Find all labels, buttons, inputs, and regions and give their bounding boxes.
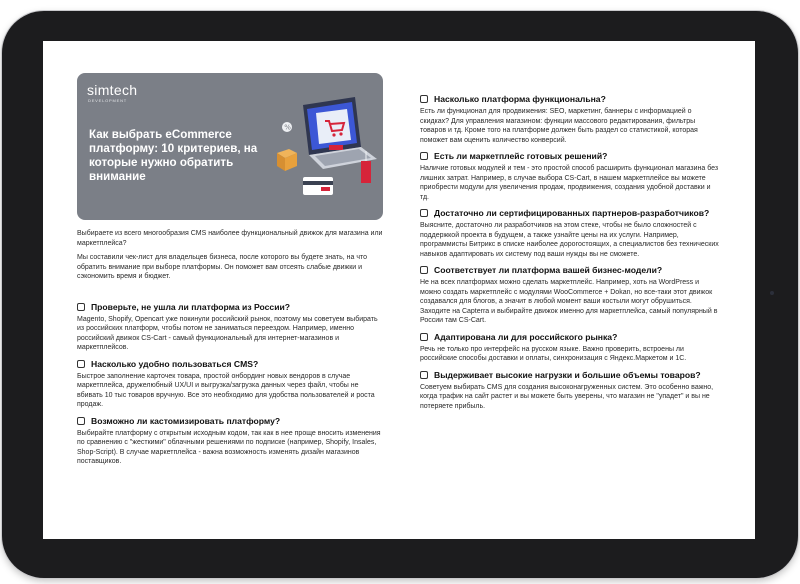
checkbox[interactable] bbox=[420, 371, 428, 379]
document-page bbox=[43, 41, 755, 539]
checklist-item-title: Насколько удобно пользоваться CMS? bbox=[91, 358, 259, 369]
checklist-item-title: Проверьте, не ушла ли платформа из России? bbox=[91, 301, 291, 312]
camera-dot bbox=[770, 291, 774, 295]
checkbox[interactable] bbox=[77, 417, 85, 425]
checklist-item bbox=[420, 265, 720, 326]
checklist-item-text: Наличие готовых модулей и тем - это простой способ расширить функционал магазина без лишних затрат. Например, в случае выбора CS-Cart, в нашем маркетплейсе вы можете приобрести модули для увеличения продаж, продвижения, создания удобной доставки и тд. bbox=[420, 165, 719, 201]
checklist-item-title: Есть ли маркетплейс готовых решений? bbox=[434, 151, 608, 161]
checklist-item-title: Выдерживает высокие нагрузки и большие объемы товаров? bbox=[434, 369, 701, 380]
checklist-item-text: Выбирайте платформу с открытым исходным кодом, так как в нее проще вносить изменения по сравнению с "жесткими" облачными решениями по подписке (например, Shopify, Insales, Shop-Script). В случае маркетплейса - важна возможность изменять дизайн магазинов поставщиков. bbox=[77, 429, 381, 465]
checklist-item bbox=[420, 370, 720, 412]
checklist-item bbox=[420, 208, 720, 259]
checklist-item-text: Речь не только про интерфейс на русском языке. Важно проверить, встроены ли российские способы доставки и оплаты, синхронизация с Яндекс.Маркетом и 1С. bbox=[420, 345, 687, 362]
checklist-item-title: Адаптирована ли для российского рынка? bbox=[434, 331, 618, 342]
intro-paragraph: Выбираете из всего многообразия CMS наиболее функциональный движок для магазина или маркетплейса? bbox=[77, 230, 383, 247]
checklist-item-title: Соответствует ли платформа вашей бизнес-модели? bbox=[434, 265, 663, 275]
hero-banner bbox=[77, 73, 383, 220]
right-column bbox=[420, 94, 720, 417]
checkbox[interactable] bbox=[420, 209, 428, 217]
checklist-item-text: Выясните, достаточно ли разработчиков на этом стеке, чтобы не было сложностей с поддержкой проекта в будущем, а также узнайте цены на их услуги. Например, программисты Битрикс в списке наиболее дорогостоящих, а специалистов без технических навыков адаптировать их систему под ваши нужды вы не сможете. bbox=[420, 222, 719, 258]
checklist-item-title: Насколько платформа функциональна? bbox=[434, 94, 606, 104]
intro-paragraph: Мы составили чек-лист для владельцев бизнеса, после которого вы будете знать, на что обратить внимание при выборе платформы. Он поможет вам отсеять слабые движки и сэкономить время и бюджет. bbox=[77, 254, 368, 280]
checklist-item-title: Возможно ли кастомизировать платформу? bbox=[91, 415, 281, 426]
banner-title: Как выбрать eCommerce платформу: 10 критериев, на которые нужно обратить внимание bbox=[89, 128, 258, 183]
checkbox[interactable] bbox=[77, 303, 85, 311]
checklist-item-text: Советуем выбирать CMS для создания высоконагруженных систем. Это особенно важно, когда трафик на сайт растет и вы можете быть уверены, что магазин не "упадет" и вы не потеряете прибыль. bbox=[420, 383, 714, 410]
checklist-item bbox=[420, 94, 720, 145]
checklist-item bbox=[420, 332, 720, 364]
checkbox[interactable] bbox=[420, 266, 428, 274]
left-column bbox=[77, 229, 383, 473]
checklist-item-text: Есть ли функционал для продвижения: SEO, маркетинг, баннеры с информацией о скидках? Для управления магазином: функции массового редактирования, фильтры товаров и тд. Кроме того на платформе должен быть раздел со статистикой, которая поможет вам оценить количество конверсий. bbox=[420, 108, 698, 144]
checkbox[interactable] bbox=[420, 333, 428, 341]
checkbox[interactable] bbox=[77, 360, 85, 368]
checklist-item bbox=[77, 302, 383, 353]
checklist-item-text: Не на всех платформах можно сделать маркетплейс. Например, хоть на WordPress и можно создать маркетплейс с модулями WooCommerce + Dokan, но все-таки этот движок создавался для блогов, а значит в любой момент ваши костыли могут обрушиться. Заходите на Capterra и выбирайте движок именно для маркетплейса, самый популярный в России там CS-Cart. bbox=[420, 279, 718, 324]
tablet-frame bbox=[2, 11, 798, 578]
checklist-item-text: Magento, Shopify, Opencart уже покинули российский рынок, поэтому мы советуем выбирать из российских платформ, чтобы потом не заниматься переездом. Например, именно российский движок CS-Cart - самый функциональный для интернет-магазинов и маркетплейсов. bbox=[77, 315, 378, 351]
brand-logo: simtech bbox=[87, 82, 138, 98]
checkbox[interactable] bbox=[420, 95, 428, 103]
svg-text:%: % bbox=[284, 123, 291, 132]
checklist-item bbox=[77, 416, 383, 467]
checklist-item bbox=[420, 151, 720, 202]
checklist-item bbox=[77, 359, 383, 410]
checklist-item-title: Достаточно ли сертифицированных партнеров-разработчиков? bbox=[434, 208, 710, 218]
checkbox[interactable] bbox=[420, 152, 428, 160]
brand-logo-subtitle: DEVELOPMENT bbox=[88, 98, 128, 103]
laptop-cart-illustration bbox=[267, 91, 383, 211]
checklist-item-text: Быстрое заполнение карточек товара, простой онбординг новых вендоров в случае маркетплейса, дружелюбный UX/UI и выгрузка/загрузка данных через файл, чтобы не вбивать 10 тыс товаров вручную. Все это необходимо для удобства пользователей и роста продаж. bbox=[77, 372, 375, 408]
